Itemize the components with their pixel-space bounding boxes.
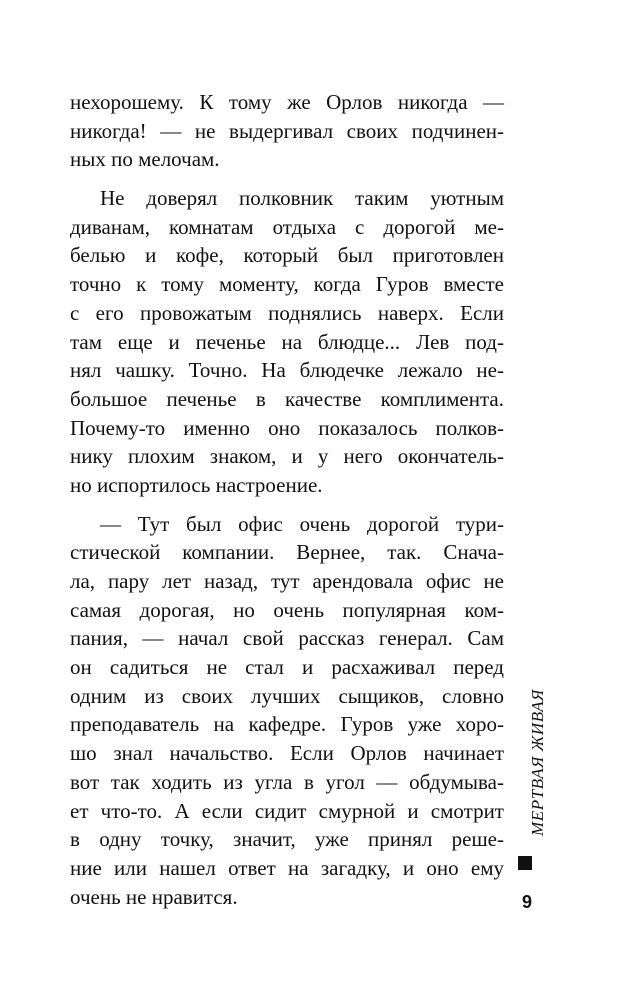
- paragraph: [70, 88, 504, 174]
- text-line: пания, — начал свой рассказ генерал. Сам: [70, 626, 504, 651]
- text-line: белью и кофе, который был приготовлен: [70, 243, 504, 268]
- text-line: никогда! — не выдергивал своих подчинен-: [70, 118, 504, 143]
- page-text: [70, 88, 504, 911]
- text-line: он садиться не стал и расхаживал перед: [70, 655, 504, 680]
- text-line: одним из своих лучших сыщиков, словно: [70, 683, 504, 708]
- text-line: ных по мелочам.: [70, 147, 220, 172]
- section-marker-square-icon: [518, 856, 532, 870]
- text-line: большое печенье в качестве комплимента.: [70, 386, 504, 411]
- text-line: преподаватель на кафедре. Гуров уже хоро-: [70, 712, 504, 737]
- text-line: там еще и печенье на блюдце... Лев под-: [70, 329, 504, 354]
- text-line: но испортилось настроение.: [70, 472, 323, 497]
- text-line: стической компании. Вернее, так. Снача-: [70, 540, 504, 565]
- text-line: нику плохим знаком, и у него окончатель-: [70, 444, 504, 469]
- page-number: 9: [521, 892, 532, 912]
- text-line: Не доверял полковник таким уютным: [100, 186, 504, 211]
- running-title: МЕРТВАЯ ЖИВАЯ: [528, 689, 547, 836]
- text-line: ла, пару лет назад, тут арендовала офис не: [70, 569, 504, 593]
- paragraph: [70, 184, 504, 500]
- paragraph: [70, 510, 504, 912]
- text-line: ние или нашел ответ на загадку, и оно ему: [70, 855, 504, 880]
- text-line: ет что-то. А если сидит смурной и смотрит: [70, 798, 504, 823]
- text-line: самая дорогая, но очень популярная ком-: [70, 597, 504, 622]
- text-line: шо знал начальство. Если Орлов начинает: [70, 741, 504, 766]
- text-line: — Тут был офис очень дорогой тури-: [100, 511, 504, 536]
- text-line: точно к тому моменту, когда Гуров вместе: [70, 272, 504, 297]
- text-line: диванам, комнатам отдыха с дорогой ме-: [70, 214, 504, 239]
- text-line: в одну точку, значит, уже принял реше-: [70, 827, 504, 852]
- text-line: нехорошему. К тому же Орлов никогда —: [70, 90, 504, 114]
- text-line: вот так ходить из угла в угол — обдумыва-: [70, 769, 504, 794]
- text-line: с его провожатым поднялись наверх. Если: [70, 300, 504, 325]
- text-line: очень не нравится.: [70, 884, 238, 909]
- text-line: нял чашку. Точно. На блюдечке лежало не-: [70, 358, 504, 383]
- text-line: Почему-то именно оно показалось полков-: [70, 415, 504, 440]
